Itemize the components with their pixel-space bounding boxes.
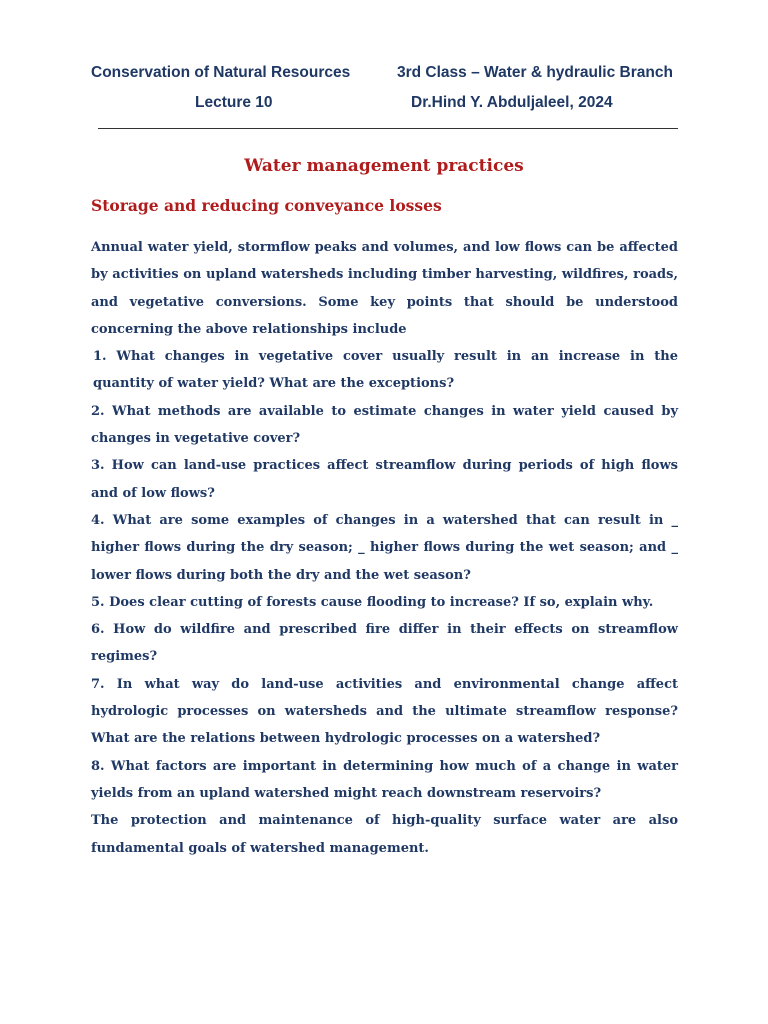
question-3: 3. How can land-use practices affect streamflow during periods of high flows and of low flows? (91, 458, 678, 501)
question-8: 8. What factors are important in determining how much of a change in water yields from an upland watershed might reach downstream reservoirs? (91, 758, 678, 801)
question-7: 7. In what way do land-use activities and environmental change affect hydrologic processes on watersheds and the ultimate streamflow response? What are the relations between hydrologic processes on a watershed? (91, 676, 678, 747)
course-name: Conservation of Natural Resources (91, 64, 351, 81)
header-divider (98, 128, 678, 129)
page-title: Water management practices (244, 156, 524, 176)
section-heading: Storage and reducing conveyance losses (91, 196, 442, 215)
question-1: 1. What changes in vegetative cover usually result in an increase in the quantity of water yield? What are the exceptions? (93, 349, 678, 392)
page-header (0, 0, 768, 140)
question-6: 6. How do wildfire and prescribed fire differ in their effects on streamflow regimes? (91, 622, 678, 665)
body-text (91, 234, 678, 862)
author-year: Dr.Hind Y. Abduljaleel, 2024 (411, 94, 613, 111)
closing-paragraph: The protection and maintenance of high-quality surface water are also fundamental goals of watershed management. (91, 813, 678, 856)
question-2: 2. What methods are available to estimate changes in water yield caused by changes in vegetative cover? (91, 403, 678, 447)
intro-paragraph: Annual water yield, stormflow peaks and volumes, and low flows can be affected by activities on upland watersheds including timber harvesting, wildfires, roads, and vegetative conversions. Some key points that should be understood concerning the above relationships include (91, 240, 678, 337)
question-5: 5. Does clear cutting of forests cause flooding to increase? If so, explain why. (91, 594, 654, 610)
question-4: 4. What are some examples of changes in a watershed that can result in _ higher flows during the dry season; _ higher flows during the wet season; and _ lower flows during both the dry and the wet season? (91, 512, 678, 583)
class-branch: 3rd Class – Water & hydraulic Branch (397, 64, 673, 81)
lecture-number: Lecture 10 (195, 94, 273, 111)
